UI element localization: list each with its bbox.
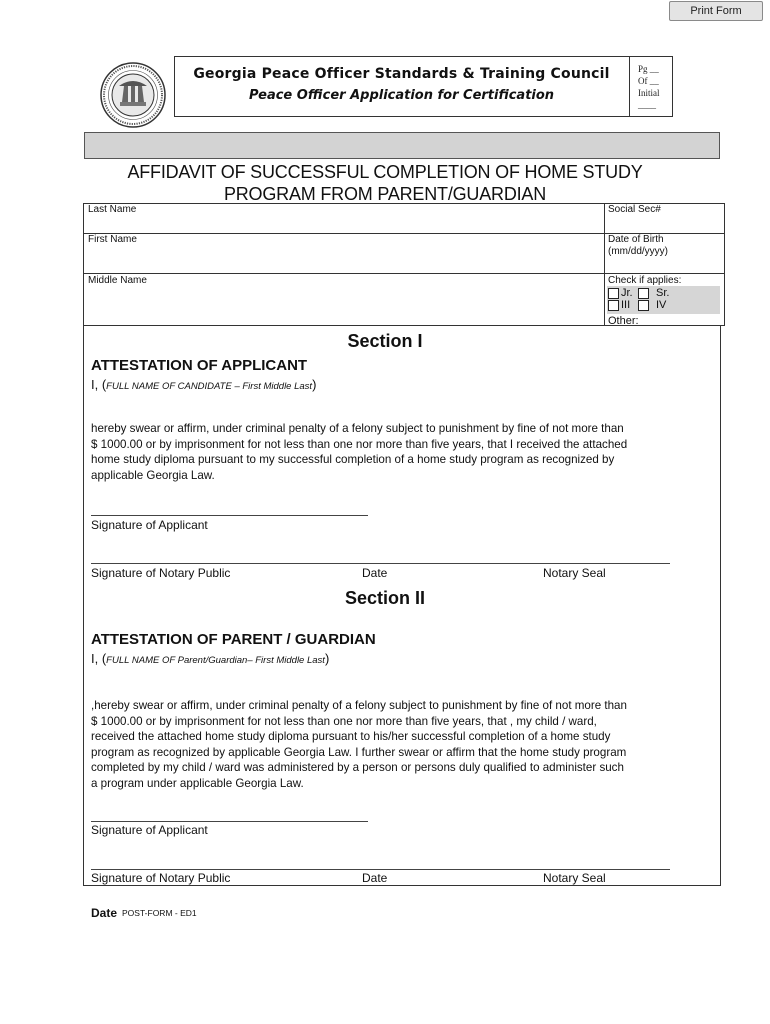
body-line: home study diploma pursuant to my successful completion of a home study program as recognized by: [91, 453, 615, 467]
council-title: Georgia Peace Officer Standards & Training Council: [193, 66, 610, 82]
guardian-notary-signature-label: Signature of Notary Public: [91, 871, 231, 885]
i-prefix: I, (: [91, 651, 107, 666]
guardian-attestation-text: [91, 698, 681, 792]
applicant-attestation-text: [91, 421, 681, 483]
applicant-attestation-heading: ATTESTATION OF APPLICANT: [91, 357, 308, 374]
grid-divider: [604, 203, 605, 326]
footer-date-label: Date: [91, 906, 118, 920]
section-1-heading: Section I: [347, 331, 423, 351]
body-line: hereby swear or affirm, under criminal penalty of a felony subject to punishment by fine of not more than: [91, 422, 624, 435]
suffix-iii-label: III: [621, 299, 631, 311]
last-name-field[interactable]: Last Name: [88, 204, 137, 215]
fullname-hint: FULL NAME OF CANDIDATE – First Middle Last: [106, 381, 313, 392]
body-line: a program under applicable Georgia Law.: [91, 776, 304, 790]
applicant-signature-label: Signature of Applicant: [91, 518, 208, 532]
notary-signature-line[interactable]: [91, 563, 670, 564]
body-line: completed by my child / ward was administered by a person or persons duly qualified to administer such: [91, 761, 624, 775]
initial-blank: ____: [638, 100, 656, 110]
suffix-iii-checkbox[interactable]: [608, 300, 619, 311]
affidavit-title-line1: AFFIDAVIT OF SUCCESSFUL COMPLETION OF HOME STUDY: [127, 162, 643, 182]
dob-format-label: (mm/dd/yyyy): [608, 246, 668, 257]
guardian-attestation-heading: ATTESTATION OF PARENT / GUARDIAN: [91, 631, 376, 648]
fullname-hint: FULL NAME OF Parent/Guardian– First Middle Last: [106, 655, 325, 666]
initial-label: Initial: [638, 88, 660, 98]
print-form-button[interactable]: Print Form: [669, 1, 763, 21]
first-name-field[interactable]: First Name: [88, 234, 137, 245]
body-line: ,hereby swear or affirm, under criminal penalty of a felony subject to punishment by fine of not more than: [91, 699, 627, 712]
middle-name-field[interactable]: Middle Name: [88, 275, 147, 286]
page-number-label: Pg __: [638, 64, 659, 74]
body-line: applicable Georgia Law.: [91, 468, 215, 482]
gray-banner: [84, 132, 720, 159]
guardian-applicant-signature-line[interactable]: [91, 821, 368, 822]
body-line: received the attached home study diploma pursuant to his/her successful completion of a home study: [91, 730, 611, 744]
close-paren: ): [312, 377, 317, 392]
suffix-iv-label: IV: [656, 299, 667, 311]
close-paren: ): [324, 651, 330, 666]
form-code: POST-FORM - ED1: [122, 908, 197, 918]
dob-label[interactable]: Date of Birth: [608, 234, 664, 245]
guardian-notary-seal-label: Notary Seal: [543, 871, 606, 885]
i-prefix: I, (: [91, 377, 107, 392]
notary-signature-label: Signature of Notary Public: [91, 566, 231, 580]
notary-seal-label: Notary Seal: [543, 566, 606, 580]
guardian-notary-date-label: Date: [362, 871, 388, 885]
suffix-sr-checkbox[interactable]: [638, 288, 649, 299]
section-2-heading: Section II: [344, 588, 425, 608]
grid-row-line: [83, 273, 725, 274]
page-of-label: Of __: [638, 76, 659, 86]
notary-date-label: Date: [362, 566, 388, 580]
affidavit-title: [84, 161, 686, 205]
social-security-field[interactable]: Social Sec#: [608, 204, 661, 215]
suffix-other-field[interactable]: Other:: [608, 315, 639, 327]
suffix-sr-label: Sr.: [656, 287, 670, 299]
body-line: $ 1000.00 or by imprisonment for not less than one nor more than five years, that , my child / ward,: [91, 714, 597, 728]
suffix-jr-label: Jr.: [621, 287, 633, 299]
guardian-notary-signature-line[interactable]: [91, 869, 670, 870]
suffix-jr-checkbox[interactable]: [608, 288, 619, 299]
header-divider: [629, 56, 630, 117]
georgia-state-seal-icon: [100, 62, 166, 128]
body-line: program as recognized by applicable Georgia Law. I further swear or affirm that the home study program: [91, 745, 627, 759]
guardian-fullname-field[interactable]: [91, 651, 329, 666]
body-line: $ 1000.00 or by imprisonment for not less than one nor more than five years, that I received the attached: [91, 437, 628, 451]
affidavit-title-line2: PROGRAM FROM PARENT/GUARDIAN: [223, 184, 547, 204]
suffix-iv-checkbox[interactable]: [638, 300, 649, 311]
candidate-fullname-field[interactable]: [91, 377, 316, 392]
application-subtitle: Peace Officer Application for Certification: [248, 88, 555, 103]
guardian-applicant-signature-label: Signature of Applicant: [91, 823, 208, 837]
applicant-signature-line[interactable]: [91, 515, 368, 516]
check-if-applies-label: Check if applies:: [608, 275, 682, 286]
